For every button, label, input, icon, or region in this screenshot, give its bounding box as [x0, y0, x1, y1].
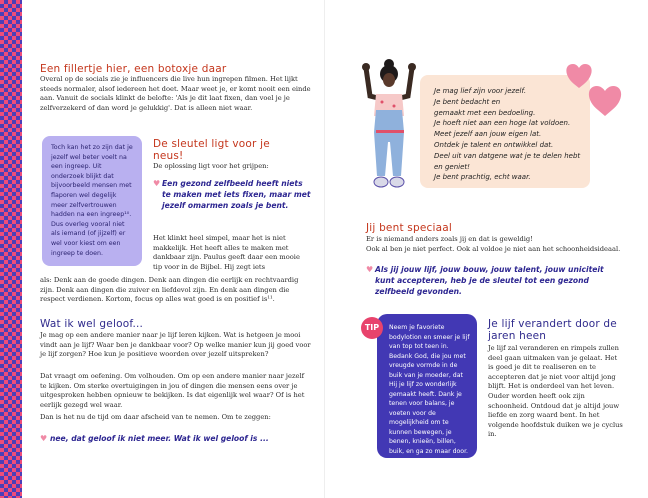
quote-block-2	[40, 433, 312, 444]
paragraph-notperfect: Ook al ben je niet perfect. Ook al voldoe je niet aan het schoonheidsideaal.	[366, 245, 621, 253]
quote-block-1	[153, 178, 311, 211]
heading-change: Je lijf verandert door de jaren heen	[488, 318, 617, 342]
heading-special: Jij bent speciaal	[366, 222, 452, 234]
paragraph-practice: Dat vraagt om oefening. Om volhouden. Om op een andere manier naar jezelf te kijken. Om sterke overtuigingen in jou of dingen die mensen eens over je uitgesproken hebben opnieuw te bekijken. Is dat eigenlijk wel waar? Of is het eerlijk gezegd wel waar.	[40, 372, 305, 409]
paragraph-nobody: Er is niemand anders zoals jij en dat is geweldig!	[366, 235, 533, 243]
heart-icon: ♥	[366, 265, 374, 274]
paragraph-intro: Overal op de socials zie je influencers die live hun ingrepen filmen. Het lijkt steeds normaler, alsof iedereen het doet. Maar weet je, er komt nooit een einde aan. Vanuit de socials klinkt de belofte: 'Als je dit laat fixen, dan voel je je zelfverzekerd of dan word je gelukkig'. Dat is alleen niet waar.	[40, 75, 311, 112]
woman-illustration	[354, 58, 424, 208]
sidebox-text: Toch kan het zo zijn dat je jezelf wel beter voelt na een ingreep. Uit onderzoek blijkt dat bijvoorbeeld mensen met flaporen wel degelijk meer zelfvertrouwen hadden na een ingreep¹⁰. Dus overleg vooral niet als iemand (of jijzelf) er wel voor kiest om een ingreep te doen.	[51, 144, 133, 257]
heading-key: De sleutel ligt voor je neus!	[153, 138, 270, 162]
speech-line: Je bent bedacht en	[434, 97, 501, 106]
speech-line: Je hoeft niet aan een hoge lat voldoen.	[434, 119, 571, 128]
paragraph-think: als: Denk aan de goede dingen. Denk aan dingen die eerlijk en rechtvaardig zijn. Denk aan dingen die zuiver en liefdevol zijn. En denk aan dingen die respect verdienen. Kortom, focus op alles wat goed is en positief is¹¹.	[40, 276, 299, 304]
quote-block-3	[366, 264, 616, 297]
speech-line: Deel uit van datgene wat je te delen hebt	[434, 151, 581, 160]
heading-filler: Een fillertje hier, een botoxje daar	[40, 63, 227, 75]
quote-text-1: Een gezond zelfbeeld heeft niets te maken met iets fixen, maar met jezelf omarmen zoals je bent.	[162, 179, 311, 210]
speech-line: Ontdek je talent en ontwikkel dat.	[434, 140, 554, 149]
speech-line: Meet jezelf aan jouw eigen lat.	[434, 130, 542, 139]
speech-line: gemaakt met een bedoeling.	[434, 108, 536, 117]
heart-icon: ♥	[40, 434, 48, 443]
page-gutter	[324, 0, 325, 498]
speech-line: Je mag lief zijn voor jezelf.	[434, 87, 527, 95]
tip-text: Neem je favoriete bodylotion en smeer je lijf van top tot teen in. Bedank God, die jou met vreugde vormde in de buik van je moeder, dat Hij je lijf zo wonderlijk gemaakt heeft. Dank je tenen voor balans, je voeten voor de mogelijkheid om te kunnen bewegen, je benen, knieën, billen, buik, en ga zo maar door.	[389, 324, 470, 455]
checker-border	[0, 0, 22, 498]
speech-line: en geniet!	[434, 162, 470, 171]
paragraph-goodbye: Dan is het nu de tijd om daar afscheid van te nemen. Om te zeggen:	[40, 413, 271, 421]
sidebox-purple	[42, 136, 142, 266]
quote-text-2: nee, dat geloof ik niet meer. Wat ik wel geloof is ...	[50, 434, 269, 443]
speech-line: Je bent prachtig, echt waar.	[434, 173, 531, 182]
heart-icon: ♥	[153, 179, 161, 188]
quote-text-3: Als jij jouw lijf, jouw bouw, jouw talent, jouw uniciteit kunt accepteren, heb je de sleutel tot een gezond zelfbeeld gevonden.	[375, 265, 604, 296]
paragraph-simple: Het klinkt heel simpel, maar het is niet makkelijk. Het heeft alles te maken met dankbaar zijn. Paulus geeft daar een mooie tip voor in de Bijbel. Hij zegt iets	[153, 234, 300, 271]
tip-box	[377, 314, 477, 458]
paragraph-solution: De oplossing ligt voor het grijpen:	[153, 162, 269, 170]
tip-badge: TIP	[361, 317, 383, 339]
paragraph-change: Je lijf zal veranderen en rimpels zullen deel gaan uitmaken van je gelaat. Het is goed je dit te realiseren en te accepteren dat je niet voor altijd jong blijft. Het is onderdeel van het leven. Ouder worden heeft ook zijn schoonheid. Ontdoud dat je altijd jouw liefde en zorg waard bent. In het volgende hoofdstuk duiken we je cyclus in.	[488, 344, 623, 439]
paragraph-look: Je mag op een andere manier naar je lijf leren kijken. Wat is hetgeen je mooi vindt aan je lijf? Waar ben je dankbaar voor? Op welke manier kun jij goed voor je lijf zorgen? Hoe kun je positieve woorden over jezelf uitspreken?	[40, 331, 311, 359]
hearts-decoration	[566, 62, 622, 122]
heading-believe: Wat ik wel geloof...	[40, 318, 144, 330]
